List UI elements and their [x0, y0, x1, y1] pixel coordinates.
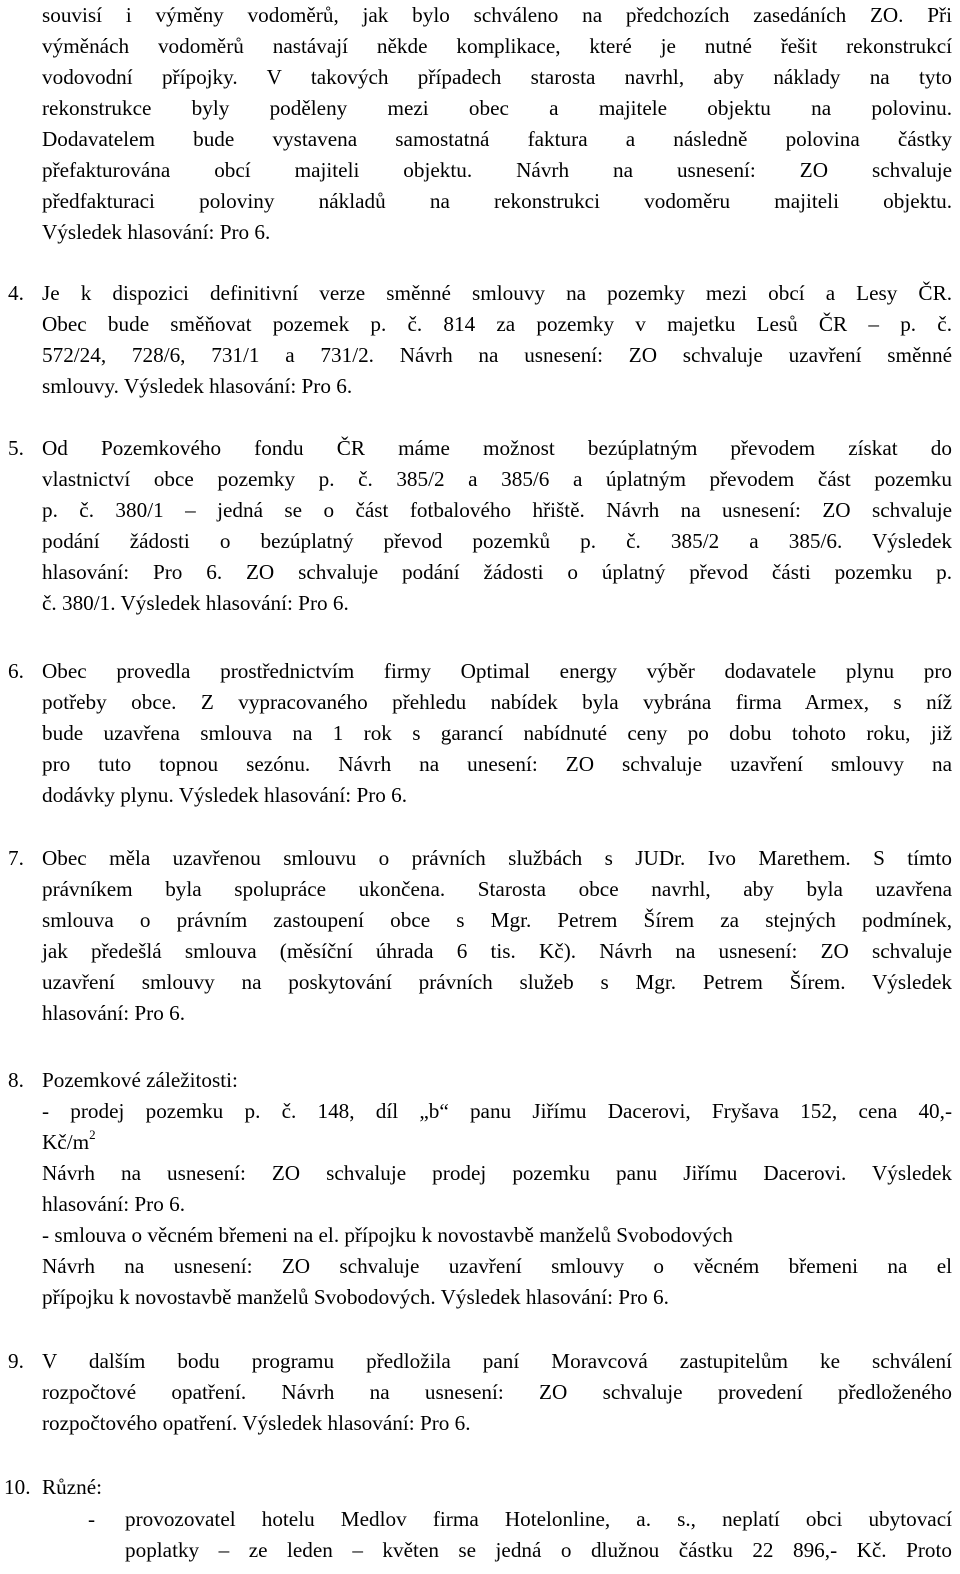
paragraph-item-7: [42, 843, 952, 1029]
paragraph-item-4: [42, 278, 952, 402]
unit-superscript: 2: [89, 1126, 96, 1142]
text-line: - prodej pozemku p. č. 148, díl „b“ panu Jiřímu Dacerovi, Fryšava 152, cena 40,-: [42, 1099, 952, 1123]
text-line: potřeby obce. Z vypracovaného přehledu nabídek byla vybrána firma Armex, s níž: [42, 690, 952, 714]
item-number: 6.: [8, 659, 24, 683]
paragraph-item-6: [42, 656, 952, 811]
text-line: Obec provedla prostřednictvím firmy Optimal energy výběr dodavatele plynu pro: [42, 659, 952, 683]
text-line: [42, 1127, 952, 1158]
text-line: - smlouva o věcném břemeni na el. přípojku k novostavbě manželů Svobodových: [42, 1223, 733, 1247]
item-number: 5.: [8, 436, 24, 460]
text-line: smlouva o právním zastoupení obce s Mgr. Petrem Šírem za stejných podmínek,: [42, 908, 952, 932]
paragraph-item-8: [42, 1065, 952, 1313]
text-line: rozpočtové opatření. Návrh na usnesení: ZO schvaluje provedení předloženého: [42, 1380, 952, 1404]
text-line: Výsledek hlasování: Pro 6.: [42, 220, 271, 244]
item-number: 10.: [4, 1475, 31, 1499]
paragraph-item-10: [125, 1504, 952, 1566]
text-line: vlastnictví obce pozemky p. č. 385/2 a 385/6 a úplatným převodem část pozemku: [42, 467, 952, 491]
text-line: rozpočtového opatření. Výsledek hlasování: Pro 6.: [42, 1411, 471, 1435]
bullet-dash: -: [88, 1507, 96, 1531]
text-line: V dalším bodu programu předložila paní Moravcová zastupitelům ke schválení: [42, 1349, 952, 1373]
text-line: podání žádosti o bezúplatný převod pozemků p. č. 385/2 a 385/6. Výsledek: [42, 529, 952, 553]
text-line: 572/24, 728/6, 731/1 a 731/2. Návrh na usnesení: ZO schvaluje uzavření směnné: [42, 343, 952, 367]
paragraph-continuation: [42, 0, 952, 248]
text-line: přípojku k novostavbě manželů Svobodových. Výsledek hlasování: Pro 6.: [42, 1285, 669, 1309]
item-number: 9.: [8, 1349, 24, 1373]
text-line: Obec bude směňovat pozemek p. č. 814 za pozemky v majetku Lesů ČR – p. č.: [42, 312, 952, 336]
text-line: hlasování: Pro 6. ZO schvaluje podání žádosti o úplatný převod části pozemku p.: [42, 560, 952, 584]
text-line: právníkem byla spolupráce ukončena. Starosta obce navrhl, aby byla uzavřena: [42, 877, 952, 901]
text-line: jak předešlá smlouva (měsíční úhrada 6 tis. Kč). Návrh na usnesení: ZO schvaluje: [42, 939, 952, 963]
text-line: provozovatel hotelu Medlov firma Hotelonline, a. s., neplatí obci ubytovací: [125, 1507, 952, 1531]
text-line: Je k dispozici definitivní verze směnné smlouvy na pozemky mezi obcí a Lesy ČR.: [42, 281, 952, 305]
paragraph-item-5: [42, 433, 952, 619]
item-number: 4.: [8, 281, 24, 305]
section-heading: Pozemkové záležitosti:: [42, 1068, 238, 1092]
text-line: Návrh na usnesení: ZO schvaluje uzavření smlouvy o věcném břemeni na el: [42, 1254, 952, 1278]
text-line: dodávky plynu. Výsledek hlasování: Pro 6.: [42, 783, 408, 807]
unit-text: Kč/m: [42, 1130, 90, 1154]
item-number: 7.: [8, 846, 24, 870]
text-line: smlouvy. Výsledek hlasování: Pro 6.: [42, 374, 353, 398]
text-line: č. 380/1. Výsledek hlasování: Pro 6.: [42, 591, 349, 615]
text-line: Dodavatelem bude vystavena samostatná faktura a následně polovina částky: [42, 127, 952, 151]
item-number: 8.: [8, 1068, 24, 1092]
text-line: p. č. 380/1 – jedná se o část fotbalového hřiště. Návrh na usnesení: ZO schvaluje: [42, 498, 952, 522]
section-heading: Různé:: [42, 1475, 103, 1499]
text-line: Obec měla uzavřenou smlouvu o právních službách s JUDr. Ivo Marethem. S tímto: [42, 846, 952, 870]
text-line: předfakturaci poloviny nákladů na rekonstrukci vodoměru majiteli objektu.: [42, 189, 952, 213]
text-line: rekonstrukce byly poděleny mezi obec a majitele objektu na polovinu.: [42, 96, 952, 120]
text-line: Návrh na usnesení: ZO schvaluje prodej pozemku panu Jiřímu Dacerovi. Výsledek: [42, 1161, 952, 1185]
text-line: vodovodní přípojky. V takových případech starosta navrhl, aby náklady na tyto: [42, 65, 952, 89]
text-line: přefakturována obcí majiteli objektu. Návrh na usnesení: ZO schvaluje: [42, 158, 952, 182]
text-line: hlasování: Pro 6.: [42, 1001, 186, 1025]
text-line: uzavření smlouvy na poskytování právních služeb s Mgr. Petrem Šírem. Výsledek: [42, 970, 952, 994]
text-line: Od Pozemkového fondu ČR máme možnost bezúplatným převodem získat do: [42, 436, 952, 460]
text-line: výměnách vodoměrů nastávají někde komplikace, které je nutné řešit rekonstrukcí: [42, 34, 952, 58]
text-line: bude uzavřena smlouva na 1 rok s garancí nabídnuté ceny po dobu tohoto roku, již: [42, 721, 952, 745]
text-line: pro tuto topnou sezónu. Návrh na unesení: ZO schvaluje uzavření smlouvy na: [42, 752, 952, 776]
text-line: poplatky – ze leden – květen se jedná o dlužnou částku 22 896,- Kč. Proto: [125, 1538, 952, 1562]
paragraph-item-9: [42, 1346, 952, 1439]
text-line: souvisí i výměny vodoměrů, jak bylo schváleno na předchozích zasedáních ZO. Při: [42, 3, 952, 27]
text-line: hlasování: Pro 6.: [42, 1192, 186, 1216]
